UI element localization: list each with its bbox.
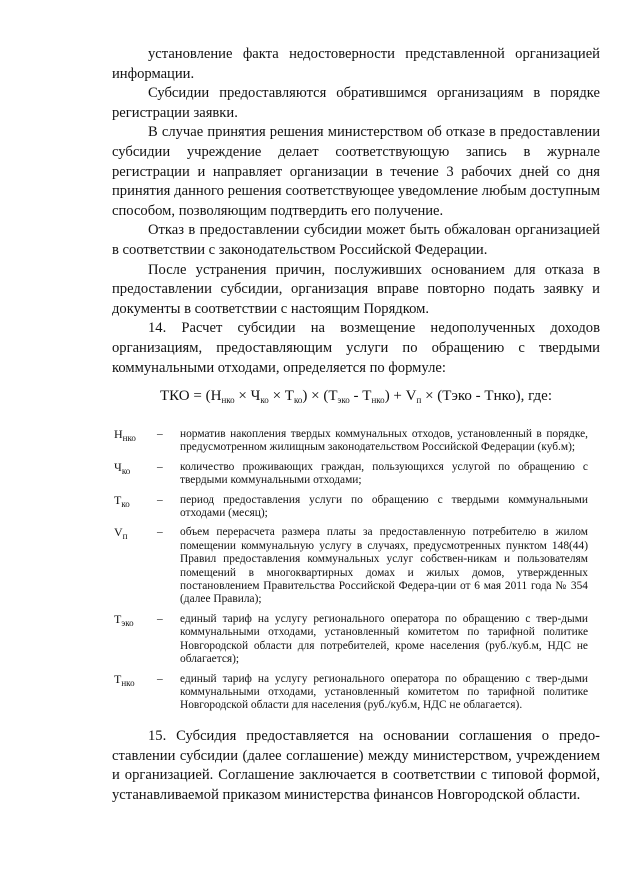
paragraph-block-bottom: [112, 727, 600, 805]
definition-text: единый тариф на услугу регионального оператора по обращению с твер-дыми коммунальными отходами, установленный комитетом по тарифной политике Новгородской области для населения (руб./куб.м, НДС не облагается).: [180, 672, 588, 712]
definition-item: [112, 461, 588, 488]
definition-symbol: $Н_{нко}$: [114, 427, 136, 443]
formula-n-sub: нко: [221, 395, 235, 405]
definition-symbol: $Т_{ко}$: [114, 492, 130, 509]
formula-v-sub: п: [416, 395, 422, 405]
definition-item: [112, 526, 588, 606]
formula-t: Т: [284, 388, 294, 404]
paragraph-4: Отказ в предоставлении субсидии может быть обжалован организацией в соответствии с законодательством Российской Федерации.: [112, 222, 600, 258]
formula-t-sub: ко: [293, 395, 303, 405]
definition-text: объем перерасчета размера платы за предоставленную потребителю в жилом помещении коммунальную услугу в случаях, предусмотренных пунктом 148(44) Правил предоставления коммунальных услуг собствен-никам и пользователям помещений в многоквартирных домах и жилых домов, утвержденных постановлением Правительства Российской Федера-ции от 6 мая 2011 года № 354 (далее Правила);: [180, 526, 588, 606]
formula-v: V: [405, 388, 417, 404]
definition-dash: –: [157, 526, 163, 539]
definition-item: [112, 673, 588, 713]
formula-n: Н: [210, 388, 222, 404]
definition-text: единый тариф на услугу регионального оператора по обращению с твер-дыми коммунальными отходами, установленный комитетом по тарифной политике Новгородской области для потребителей, кроме населения (руб./куб.м, НДС не облагается);: [180, 612, 588, 666]
formula-tnko: Т: [362, 388, 372, 404]
formula-teko: Т: [328, 388, 338, 404]
paragraph-15: 15. Субсидия предоставляется на основании соглашения о предо-ставлении субсидии (далее соглашение) между министерством, учреждением и организацией. Соглашение заключается в соответствии с типовой формой, устанавливаемой приказом министерства финансов Новгородской области.: [112, 728, 600, 803]
definition-text: период предоставления услуги по обращению с твердыми коммунальными отходами (месяц);: [180, 493, 588, 520]
paragraph-block-top: [112, 45, 600, 378]
definition-dash: –: [157, 493, 163, 506]
definition-item: [112, 494, 588, 521]
definition-item: [112, 428, 588, 455]
paragraph-3: В случае принятия решения министерством об отказе в предоставлении субсидии учреждение делает соответствующую запись в журнале регистрации и направляет организации в течение 3 рабочих дней со дня принятия данного решения соответствующее уведомление любым доступным способом, позволяющим подтвердить его получение.: [112, 124, 600, 219]
formula-ch-sub: ко: [260, 395, 269, 405]
definition-symbol: $Ч_{ко}$: [114, 459, 131, 476]
definition-text: количество проживающих граждан, пользующихся услугой по обращению с твердыми коммунальными отходами;: [180, 460, 588, 487]
definition-dash: –: [157, 460, 163, 473]
definition-dash: –: [157, 612, 163, 625]
definitions-list: [112, 428, 588, 719]
formula-result: ТКО: [159, 388, 190, 404]
definition-dash: –: [157, 672, 163, 685]
formula-tail: (Тэко - Тнко), где:: [437, 388, 552, 404]
formula-ch: Ч: [250, 388, 261, 404]
paragraph-1: установление факта недостоверности представленной организацией информации.: [112, 46, 600, 82]
paragraph-14: 14. Расчет субсидии на возмещение недополученных доходов организациям, предоставляющим услуги по обращению с твердыми коммунальными отходами, определяется по формуле:: [112, 320, 600, 376]
definition-symbol: $V_п$: [114, 525, 128, 542]
definition-symbol: $Т_{эко}$: [114, 611, 134, 628]
definition-symbol: $Т_{нко}$: [114, 671, 135, 688]
formula-tnko-sub: нко: [371, 395, 385, 405]
paragraph-2: Субсидии предоставляются обратившимся организациям в порядке регистрации заявки.: [112, 85, 600, 121]
formula: ТКО = $(Н_{нко} \times Ч_{ко} \times Т_{ко}) \times (Т_{эко} - Т_{нко}) + V_п$ × (Тэко - Тнко), где:: [159, 388, 552, 405]
paragraph-5: После устранения причин, послуживших основанием для отказа в предоставлении субсидии, организация вправе повторно подать заявку и документы в соответствии с настоящим Порядком.: [112, 261, 600, 317]
definition-item: [112, 613, 588, 667]
definition-dash: –: [157, 428, 163, 440]
formula-teko-sub: эко: [337, 395, 350, 405]
definition-text: норматив накопления твердых коммунальных отходов, установленный в порядке, предусмотренном жилищным законодательством Российской Федерации (куб.м);: [180, 428, 588, 454]
